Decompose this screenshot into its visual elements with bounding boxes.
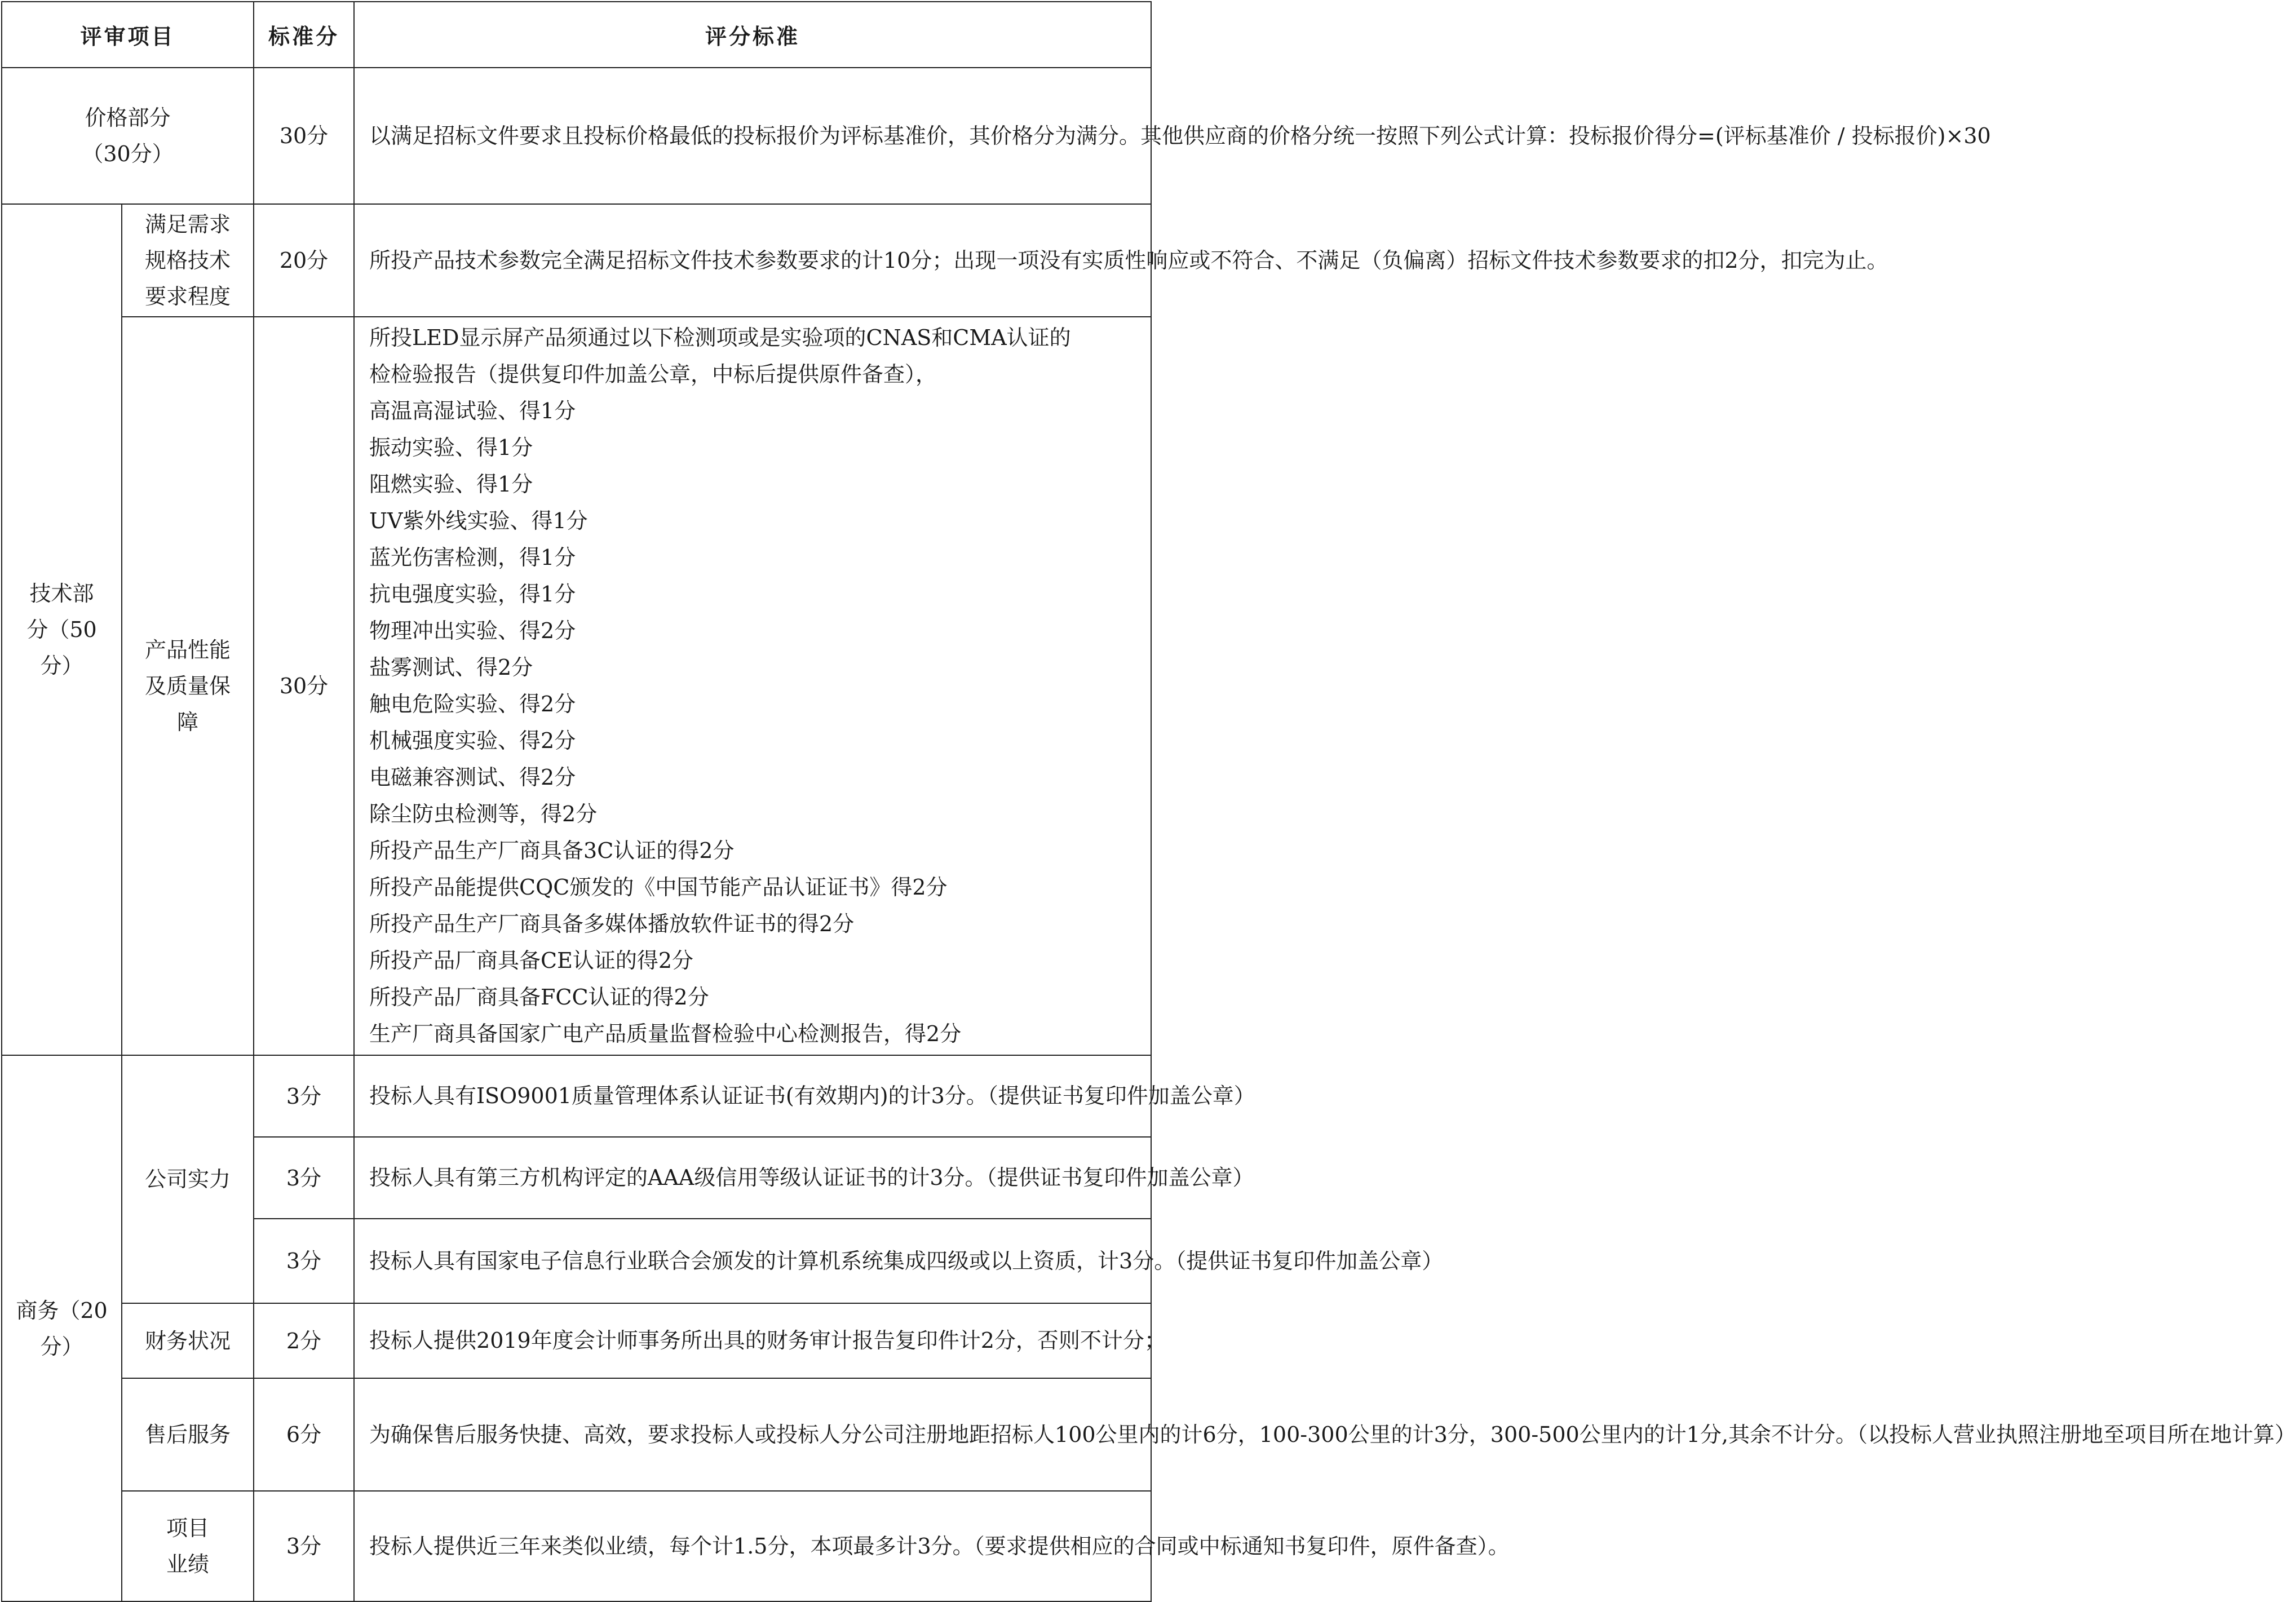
criteria-line: 电磁兼容测试、得2分 [369,765,576,790]
criteria-line: 高温高湿试验、得1分 [369,399,576,423]
tech-quality-score: 30分 [254,317,354,1055]
criteria-line: 物理冲出实验、得2分 [369,618,576,643]
criteria-line: 机械强度实验、得2分 [369,728,576,753]
criteria-line: 抗电强度实验，得1分 [369,582,576,607]
criteria-line: 振动实验、得1分 [369,435,533,460]
tech-spec-criteria: 所投产品技术参数完全满足招标文件技术参数要求的计10分；出现一项没有实质性响应或不符合、不满足（负偏离）招标文件技术参数要求的扣2分，扣完为止。 [354,204,1151,317]
business-finance-row [2,1303,1151,1378]
finance-label: 财务状况 [122,1303,254,1378]
company-score-1: 3分 [254,1055,354,1137]
header-row [2,2,1151,68]
business-performance-row [2,1491,1151,1601]
tech-quality-label: 产品性能 及质量保 障 [122,317,254,1055]
criteria-line: 生产厂商具备国家广电产品质量监督检验中心检测报告，得2分 [369,1021,962,1046]
company-criteria-1: 投标人具有ISO9001质量管理体系认证证书(有效期内)的计3分。（提供证书复印件加盖公章） [354,1055,1151,1137]
criteria-line: UV紫外线实验、得1分 [369,508,588,533]
criteria-line: 所投产品能提供CQC颁发的《中国节能产品认证证书》得2分 [369,875,948,900]
company-criteria-2: 投标人具有第三方机构评定的AAA级信用等级认证证书的计3分。（提供证书复印件加盖公章） [354,1137,1151,1219]
tech-spec-score: 20分 [254,204,354,317]
company-strength-label: 公司实力 [122,1055,254,1303]
finance-criteria: 投标人提供2019年度会计师事务所出具的财务审计报告复印件计2分，否则不计分； [354,1303,1151,1378]
price-score: 30分 [254,68,354,204]
company-score-3: 3分 [254,1219,354,1303]
aftersales-criteria: 为确保售后服务快捷、高效，要求投标人或投标人分公司注册地距招标人100公里内的计6分，100-300公里的计3分，300-500公里内的计1分,其余不计分。（以投标人营业执照注册地至项目所在地计算） [354,1378,1151,1491]
aftersales-label: 售后服务 [122,1378,254,1491]
price-label: 价格部分 （30分） [2,68,254,204]
tech-quality-criteria [354,317,1151,1055]
business-label: 商务（20 分） [2,1055,122,1601]
scoring-table [1,1,2296,1602]
performance-label: 项目 业绩 [122,1491,254,1601]
tech-spec-label: 满足需求 规格技术 要求程度 [122,204,254,317]
criteria-line: 所投产品生产厂商具备多媒体播放软件证书的得2分 [369,911,855,936]
header-score: 标准分 [254,2,354,68]
criteria-line: 检检验报告（提供复印件加盖公章，中标后提供原件备查）， [369,362,937,387]
criteria-line: 盐雾测试、得2分 [369,655,533,680]
header-item: 评审项目 [2,2,254,68]
tech-label: 技术部 分（50 分） [2,204,122,1055]
tech-quality-row [2,317,1151,1055]
company-score-2: 3分 [254,1137,354,1219]
criteria-line: 触电危险实验、得2分 [369,692,576,716]
performance-score: 3分 [254,1491,354,1601]
aftersales-score: 6分 [254,1378,354,1491]
criteria-line: 所投产品厂商具备FCC认证的得2分 [369,985,709,1010]
price-row [2,68,1151,204]
performance-criteria: 投标人提供近三年来类似业绩，每个计1.5分，本项最多计3分。（要求提供相应的合同或中标通知书复印件，原件备查）。 [354,1491,1151,1601]
business-aftersales-row [2,1378,1151,1491]
criteria-line: 除尘防虫检测等，得2分 [369,802,598,826]
business-company-row-1 [2,1055,1151,1137]
criteria-line: 所投产品生产厂商具备3C认证的得2分 [369,838,735,863]
tech-spec-row [2,204,1151,317]
criteria-line: 所投LED显示屏产品须通过以下检测项或是实验项的CNAS和CMA认证的 [369,325,1071,350]
company-criteria-3: 投标人具有国家电子信息行业联合会颁发的计算机系统集成四级或以上资质，计3分。（提供证书复印件加盖公章） [354,1219,1151,1303]
header-criteria: 评分标准 [354,2,1151,68]
price-criteria: 以满足招标文件要求且投标价格最低的投标报价为评标基准价，其价格分为满分。其他供应商的价格分统一按照下列公式计算：投标报价得分=(评标基准价 / 投标报价)×30 [354,68,1151,204]
criteria-line: 蓝光伤害检测，得1分 [369,545,576,570]
criteria-line: 阻燃实验、得1分 [369,472,533,497]
finance-score: 2分 [254,1303,354,1378]
criteria-line: 所投产品厂商具备CE认证的得2分 [369,948,694,973]
